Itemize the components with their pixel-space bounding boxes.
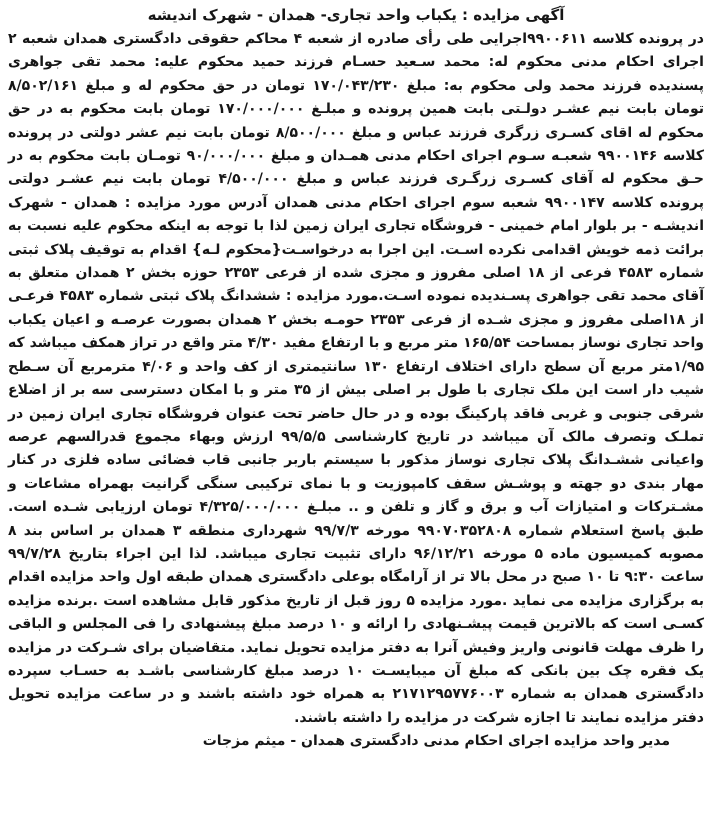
auction-notice bbox=[8, 4, 704, 753]
notice-title: آگهی مزایده : یکباب واحد تجاری- همدان - شهرک اندیشه bbox=[147, 6, 565, 24]
notice-signature: مدیر واحد مزایده اجرای احکام مدنی دادگستری همدان - میثم مزجات bbox=[202, 733, 670, 750]
notice-body: در پرونده کلاسه ۹۹۰۰۶۱۱اجرایی طی رأی صادره از شعبه ۴ محاکم حقوقی دادگستری همدان شعبه ۲ اجرای احکام مدنی محکوم له: محمد سـعید حسـام فرزند حمید محکوم علیه: محمد تقی جواهری پسندیده فرزند محمد ولی محکوم به: مبلغ ۱۷۰/۰۴۳/۲۳۰ تومان در حق محکوم له و مبلغ ۸/۵۰۲/۱۶۱ تومان بابت نیم عشـر دولـتی بابت همین پرونده و مبلـغ ۱۷۰/۰۰۰/۰۰۰ تومان بابت محکوم به در حق محکوم له اقای کسـری زرگری فرزند عباس و مبلغ ۸/۵۰۰/۰۰۰ تومان بابت نیم عشر دولتی در پرونده کلاسه ۹۹۰۰۱۴۶ شعبـه سـوم اجرای احکام مدنی همـدان و مبلغ ۹۰/۰۰۰/۰۰۰ تومـان بابت محکوم به در حـق محکوم له آقای کسـری زرگـری فرزند عباس و مبلغ ۴/۵۰۰/۰۰۰ تومان بابت نیم عشـر دولتی پرونده کلاسه ۹۹۰۰۱۴۷ شعبه سوم اجرای احکام مدنی همدان آدرس مورد مزایده : همدان - شهرک اندیشـه - بر بلوار امام خمینی - فروشگاه تجاری ایران زمین لذا با توجه به اینکه محکوم علیه نسبت به برائت ذمه خویش اقدامی نکرده اسـت. این اجرا به درخواسـت{محکوم لـه} اقدام به توقیف پلاک ثبتی شماره ۴۵۸۳ فرعی از ۱۸ اصلی مفروز و مجزی شده از فرعی ۲۳۵۳ حوزه بخش ۲ همدان متعلق به آقای محمد تقی جواهری پسـندیده نموده اسـت.مورد مزایده : ششدانگ پلاک ثبتی شماره ۴۵۸۳ فرعـی از ۱۸اصلی مفروز و مجزی شـده از فرعی ۲۳۵۳ حومـه بخش ۲ همدان بصورت عرصـه و اعیان یکباب واحد تجاری نوساز بمساحت ۱۶۵/۵۴ متر مربع و با ارتفاع مفید ۴/۳۰ متر واقع در تراز همکف میباشد که ۱/۹۵متر مربع آن سطح دارای اختلاف ارتفاع ۱۳۰ سانتیمتری از کف واحد و ۴/۰۶ مترمربع آن سـطح شیب دار است این ملک تجاری با طول بر اصلی بیش از ۳۵ متر و با امکان دسترسی سه بر از اضلاع شرقی جنوبی و غربی فاقد پارکینگ بوده و در حال حاضر تحت عنوان فروشگاه تجاری ایران زمین در تملـک وتصرف مالک آن میباشد در تاریخ کارشناسی ۹۹/۵/۵ ارزش وبهاء مجموع قدرالسهم عرصه واعیانی ششـدانگ پلاک تجاری نوساز مذکور با سیستم باربر جانبی قاب فضائی ساده فلزی در کنار مهار بندی دو جهته و پوشـش سقف کامپوزیت و با نمای ترکیبی سنگی گرانیت بهمراه مشاعات و مشـترکات و امتیازات آب و برق و گاز و تلفن و .. مبلـغ ۴/۳۲۵/۰۰۰/۰۰۰ تومان ارزیابی شـده است. طبق پاسخ استعلام شماره ۹۹۰۷۰۳۵۲۸۰۸ مورخه ۹۹/۷/۳ شهرداری منطقه ۳ همدان بر اساس بند ۸ مصوبه کمیسیون ماده ۵ مورخه ۹۶/۱۲/۲۱ دارای تثبیت تجاری میباشد. لذا این اجراء بتاریخ ۹۹/۷/۲۸ ساعت ۹:۳۰ تا ۱۰ صبح در محل بالا تر از آرامگاه بوعلی دادگستری همدان طبقه اول واحد مزایده اقدام به برگزاری مزایده می نماید .مورد مزایده ۵ روز قبل از تاریخ مذکور قابل مشاهده است .برنده مزایده کسـی است که بالاترین قیمت پیشـنهادی را ارائه و ۱۰ درصد مبلغ پیشنهادی را فی المجلس و الباقی را ظرف مهلت قانونی واریز وفیش آنرا به دفتر مزایده تحویل نماید. متقاضیان برای شـرکت در مزایده یک فقره چک بین بانکی که مبلغ آن میبایسـت ۱۰ درصد مبلغ کارشناسی باشـد به حسـاب سپرده دادگستری همدان به شماره ۲۱۷۱۲۹۵۷۷۶۰۰۳ به همراه خود داشته باشند و در ساعت مزایده تحویل دفتر مزایده نمایند تا اجازه شرکت در مزایده را داشته باشند. bbox=[8, 31, 705, 726]
